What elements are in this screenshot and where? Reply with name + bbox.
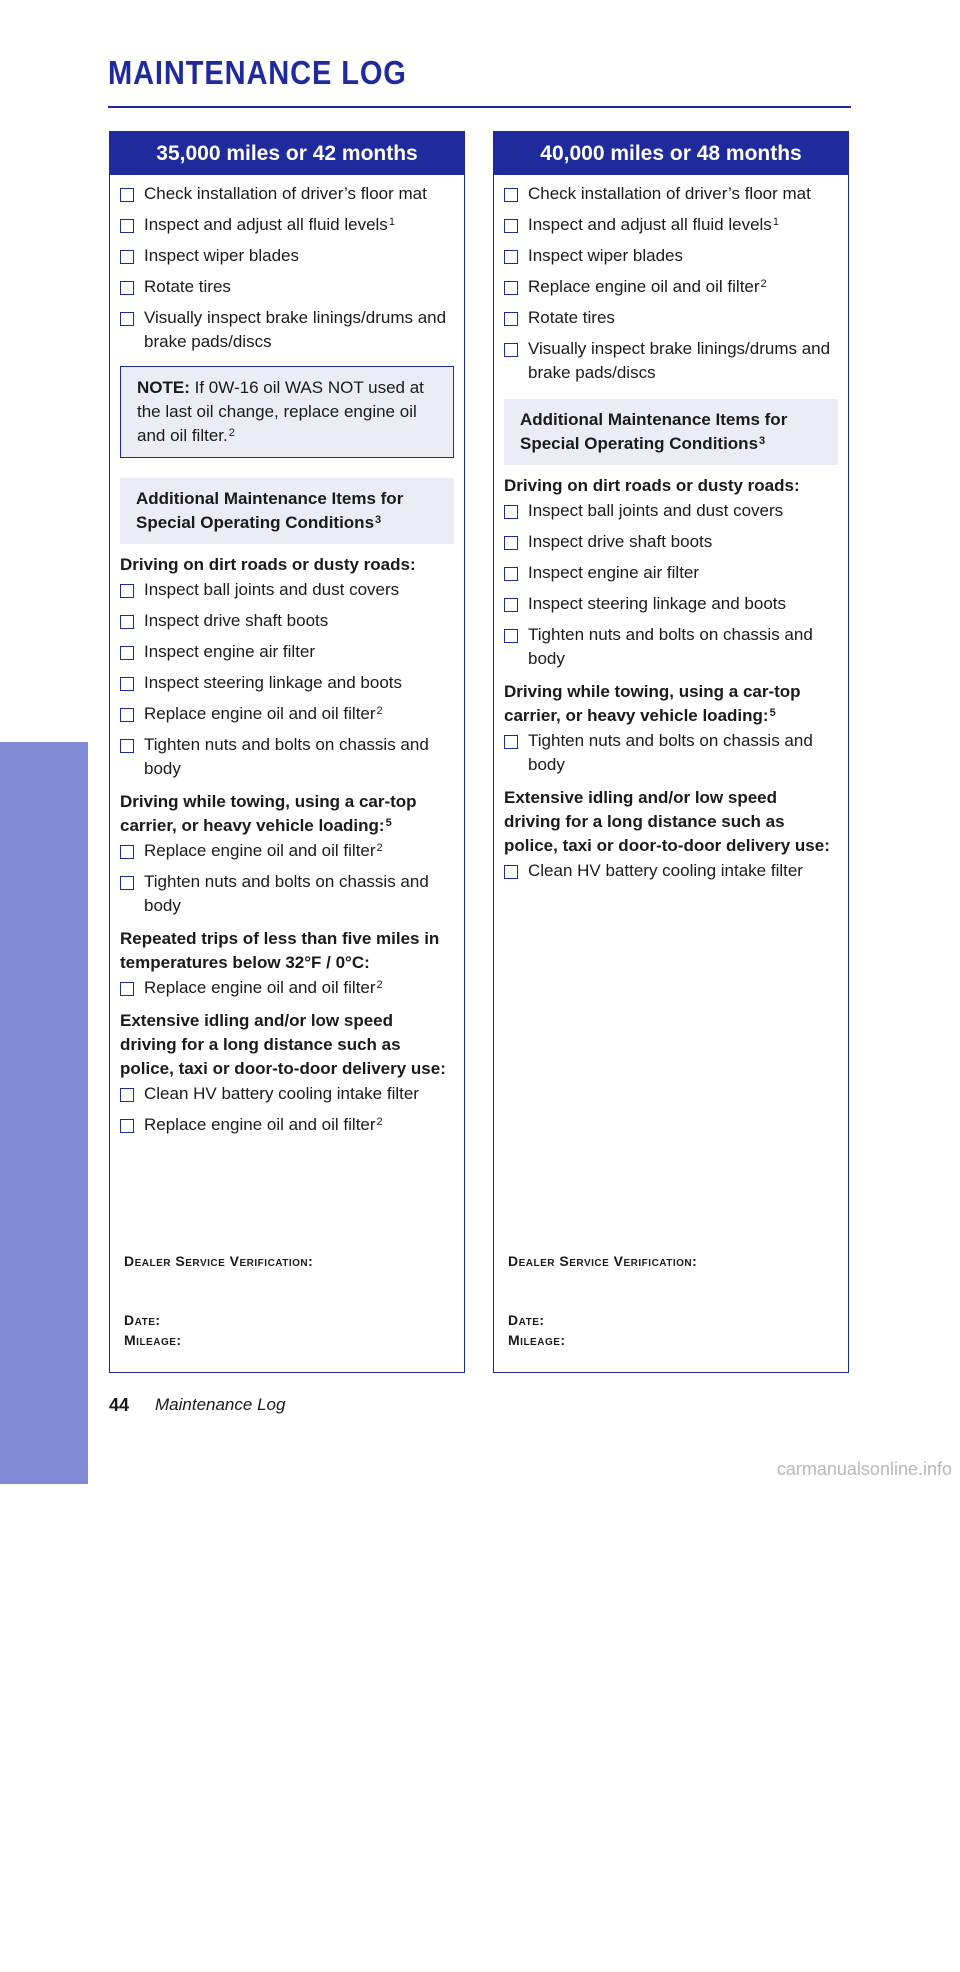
condition-heading — [504, 680, 838, 728]
item-label: Inspect ball joints and dust covers — [144, 580, 400, 599]
item-label: Replace engine oil and oil filter — [144, 841, 376, 860]
footnote-marker: 5 — [385, 817, 392, 829]
mileage-label: Mileage: — [508, 1332, 566, 1348]
interval-header: 40,000 miles or 48 months — [494, 132, 848, 175]
checklist-item — [504, 337, 838, 385]
checkbox-icon[interactable] — [504, 629, 518, 643]
item-label: Visually inspect brake linings/drums and brake pads/discs — [144, 308, 447, 351]
checklist-item — [504, 859, 838, 883]
checklist-item — [504, 729, 838, 777]
additional-items-heading — [120, 478, 454, 544]
condition-title: Repeated trips of less than five miles in temperatures below 32°F / 0°C: — [120, 929, 440, 972]
checklist-item-text — [144, 306, 454, 354]
checkbox-icon[interactable] — [504, 219, 518, 233]
checklist-item-text — [528, 213, 838, 237]
checklist-item-text — [144, 640, 454, 664]
item-label: Tighten nuts and bolts on chassis and body — [144, 735, 429, 778]
condition-heading — [504, 786, 838, 858]
checklist-item-text — [144, 609, 454, 633]
checkbox-icon[interactable] — [504, 865, 518, 879]
item-label: Check installation of driver’s floor mat — [528, 184, 811, 203]
item-label: Check installation of driver’s floor mat — [144, 184, 427, 203]
checklist-item — [120, 244, 454, 268]
checklist-item — [120, 976, 454, 1000]
watermark: carmanualsonline.info — [776, 1459, 952, 1479]
checkbox-icon[interactable] — [120, 1088, 134, 1102]
checklist-item-text — [528, 275, 838, 299]
checklist-item-text — [528, 623, 838, 671]
checkbox-icon[interactable] — [120, 188, 134, 202]
checklist-item — [120, 213, 454, 237]
checklist-item-text — [144, 213, 454, 237]
checklist-item-text — [144, 870, 454, 918]
checklist-item — [120, 275, 454, 299]
item-label: Inspect and adjust all fluid levels — [528, 215, 772, 234]
item-label: Inspect drive shaft boots — [528, 532, 713, 551]
condition-heading — [120, 553, 454, 577]
checklist-item — [120, 702, 454, 726]
checklist-item — [504, 306, 838, 330]
footnote-marker: 2 — [376, 705, 383, 717]
page-number: 44 — [109, 1395, 130, 1415]
checklist-item — [120, 870, 454, 918]
checklist-item-text — [528, 530, 838, 554]
checkbox-icon[interactable] — [120, 677, 134, 691]
footnote-marker: 2 — [376, 979, 383, 991]
item-label: Tighten nuts and bolts on chassis and body — [144, 872, 429, 915]
checkbox-icon[interactable] — [504, 505, 518, 519]
footnote-marker: 1 — [772, 216, 779, 228]
checklist-item — [120, 609, 454, 633]
item-label: Rotate tires — [144, 277, 231, 296]
checkbox-icon[interactable] — [504, 536, 518, 550]
dealer-verification-label: Dealer Service Verification: — [124, 1253, 314, 1269]
checkbox-icon[interactable] — [120, 1119, 134, 1133]
interval-column-40000 — [493, 131, 849, 1373]
checkbox-icon[interactable] — [120, 646, 134, 660]
item-label: Clean HV battery cooling intake filter — [528, 861, 803, 880]
footer-label: Maintenance Log — [155, 1395, 286, 1414]
checklist-item-text — [528, 244, 838, 268]
condition-heading — [120, 790, 454, 838]
condition-heading — [504, 474, 838, 498]
column-body — [494, 182, 848, 883]
checkbox-icon[interactable] — [504, 598, 518, 612]
additional-items-text: Additional Maintenance Items for Special Operating Conditions — [136, 489, 404, 532]
additional-items-text: Additional Maintenance Items for Special Operating Conditions — [520, 410, 788, 453]
checkbox-icon[interactable] — [504, 188, 518, 202]
checkbox-icon[interactable] — [120, 250, 134, 264]
conditions — [120, 553, 454, 1137]
checklist-item-text — [528, 306, 838, 330]
checkbox-icon[interactable] — [120, 708, 134, 722]
checklist-item — [504, 592, 838, 616]
item-label: Clean HV battery cooling intake filter — [144, 1084, 419, 1103]
checklist-item-text — [144, 733, 454, 781]
checklist-item — [504, 213, 838, 237]
note-box — [120, 366, 454, 458]
checklist-item — [504, 561, 838, 585]
condition-title: Driving while towing, using a car-top carrier, or heavy vehicle loading: — [120, 792, 417, 835]
item-label: Inspect drive shaft boots — [144, 611, 329, 630]
checklist-item — [120, 671, 454, 695]
checkbox-icon[interactable] — [504, 567, 518, 581]
checkbox-icon[interactable] — [120, 845, 134, 859]
checkbox-icon[interactable] — [120, 876, 134, 890]
checklist-item — [120, 578, 454, 602]
checklist-item-text — [144, 976, 454, 1000]
footnote-marker: 2 — [376, 1116, 383, 1128]
checkbox-icon[interactable] — [120, 584, 134, 598]
checkbox-icon[interactable] — [504, 343, 518, 357]
checkbox-icon[interactable] — [504, 312, 518, 326]
condition-title: Extensive idling and/or low speed driving for a long distance such as police, taxi or door-to-door delivery use: — [120, 1011, 446, 1078]
title-rule — [108, 106, 851, 108]
checklist-item — [504, 499, 838, 523]
item-label: Inspect wiper blades — [144, 246, 299, 265]
date-label: Date: — [124, 1312, 161, 1328]
checklist-item-text — [144, 275, 454, 299]
checklist-item-text — [144, 671, 454, 695]
checklist — [504, 182, 838, 385]
item-label: Tighten nuts and bolts on chassis and body — [528, 731, 813, 774]
side-tab — [0, 742, 88, 1972]
checkbox-icon[interactable] — [120, 739, 134, 753]
checklist-item-text — [528, 182, 838, 206]
checklist-item — [120, 839, 454, 863]
item-label: Inspect steering linkage and boots — [528, 594, 787, 613]
item-label: Inspect engine air filter — [144, 642, 316, 661]
item-label: Visually inspect brake linings/drums and brake pads/discs — [528, 339, 831, 382]
condition-title: Extensive idling and/or low speed driving for a long distance such as police, taxi or door-to-door delivery use: — [504, 788, 830, 855]
checkbox-icon[interactable] — [504, 250, 518, 264]
item-label: Inspect engine air filter — [528, 563, 700, 582]
checklist-item-text — [144, 1113, 454, 1137]
item-label: Inspect ball joints and dust covers — [528, 501, 784, 520]
condition-title: Driving while towing, using a car-top carrier, or heavy vehicle loading: — [504, 682, 801, 725]
note-label: NOTE: — [137, 378, 190, 397]
condition-title: Driving on dirt roads or dusty roads: — [504, 476, 800, 495]
item-label: Replace engine oil and oil filter — [528, 277, 760, 296]
checklist-item-text — [528, 337, 838, 385]
additional-items-heading — [504, 399, 838, 465]
item-label: Replace engine oil and oil filter — [144, 704, 376, 723]
date-label: Date: — [508, 1312, 545, 1328]
checklist-item-text — [144, 244, 454, 268]
checkbox-icon[interactable] — [120, 615, 134, 629]
checkbox-icon[interactable] — [120, 982, 134, 996]
conditions — [504, 474, 838, 883]
footnote-marker: 1 — [388, 216, 395, 228]
checkbox-icon[interactable] — [504, 281, 518, 295]
condition-title: Driving on dirt roads or dusty roads: — [120, 555, 416, 574]
checklist-item — [504, 182, 838, 206]
checkbox-icon[interactable] — [120, 312, 134, 326]
checklist-item-text — [144, 702, 454, 726]
checklist-item-text — [528, 859, 838, 883]
item-label: Inspect steering linkage and boots — [144, 673, 403, 692]
footnote-marker: 2 — [760, 278, 767, 290]
additional-footnote: 3 — [759, 435, 766, 447]
checklist-item — [504, 244, 838, 268]
condition-heading — [120, 1009, 454, 1081]
checklist-item-text — [528, 499, 838, 523]
item-label: Inspect wiper blades — [528, 246, 683, 265]
checklist-item-text — [144, 839, 454, 863]
checklist-item-text — [528, 592, 838, 616]
mileage-label: Mileage: — [124, 1332, 182, 1348]
item-label: Tighten nuts and bolts on chassis and body — [528, 625, 813, 668]
item-label: Rotate tires — [528, 308, 615, 327]
checkbox-icon[interactable] — [120, 219, 134, 233]
side-tab-label: MAINTENANCE — [28, 1687, 66, 1972]
item-label: Replace engine oil and oil filter — [144, 978, 376, 997]
checkbox-icon[interactable] — [120, 281, 134, 295]
interval-column-35000 — [109, 131, 465, 1373]
checklist-item — [504, 623, 838, 671]
note-footnote: 2 — [228, 427, 235, 439]
checklist-item-text — [144, 182, 454, 206]
checklist-item-text — [144, 578, 454, 602]
checklist-item — [504, 530, 838, 554]
footnote-marker: 5 — [769, 707, 776, 719]
checklist-item — [120, 1082, 454, 1106]
footnote-marker: 2 — [376, 842, 383, 854]
column-body — [110, 182, 464, 1137]
note-text: If 0W-16 oil WAS NOT used at the last oil change, replace engine oil and oil filter. — [137, 378, 424, 445]
checklist-item — [120, 733, 454, 781]
item-label: Replace engine oil and oil filter — [144, 1115, 376, 1134]
checklist-item-text — [528, 561, 838, 585]
page-title: MAINTENANCE LOG — [108, 54, 407, 91]
checklist-item-text — [144, 1082, 454, 1106]
checklist-item — [120, 1113, 454, 1137]
interval-header: 35,000 miles or 42 months — [110, 132, 464, 175]
condition-heading — [120, 927, 454, 975]
item-label: Inspect and adjust all fluid levels — [144, 215, 388, 234]
checklist — [120, 182, 454, 354]
additional-footnote: 3 — [375, 514, 382, 526]
dealer-verification-label: Dealer Service Verification: — [508, 1253, 698, 1269]
checklist-item — [120, 640, 454, 664]
checklist-item — [120, 306, 454, 354]
checklist-item-text — [528, 729, 838, 777]
checklist-item — [504, 275, 838, 299]
checkbox-icon[interactable] — [504, 735, 518, 749]
checklist-item — [120, 182, 454, 206]
